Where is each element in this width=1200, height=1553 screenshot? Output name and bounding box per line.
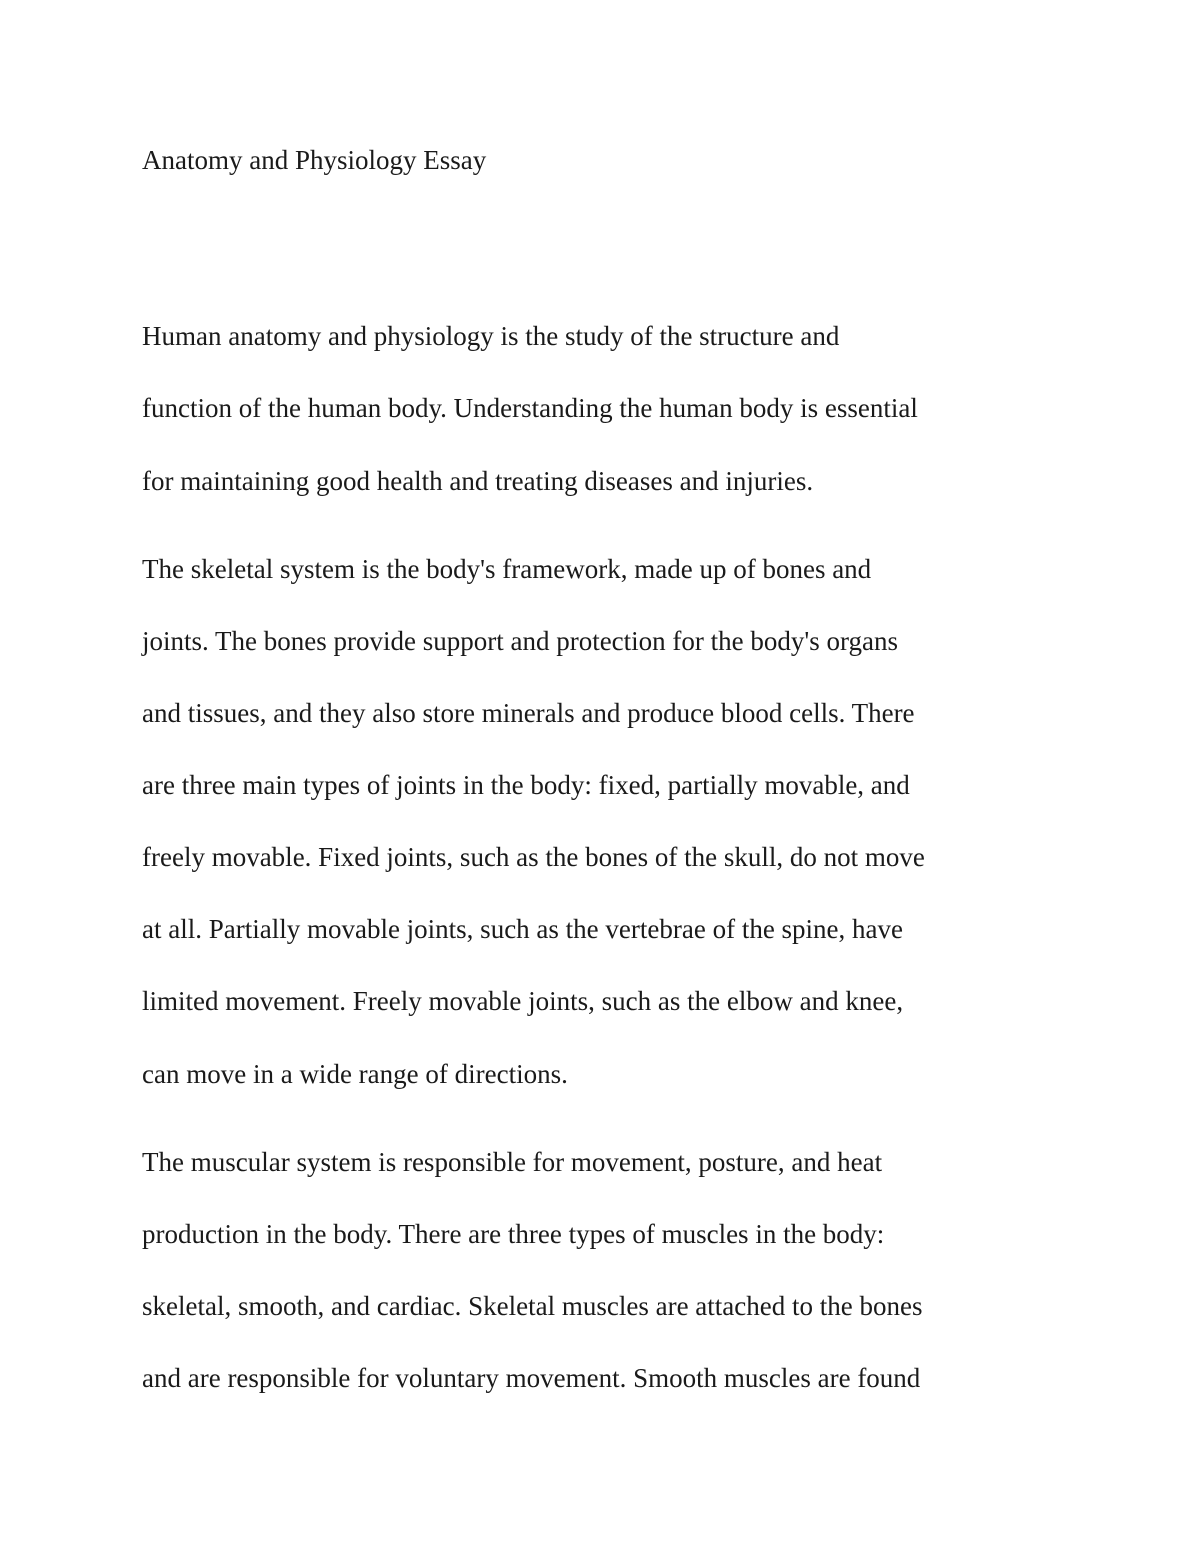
paragraph-line: The muscular system is responsible for movement, posture, and heat <box>142 1147 883 1177</box>
paragraph-line: The skeletal system is the body's framework, made up of bones and <box>142 554 872 584</box>
document-title: Anatomy and Physiology Essay <box>142 145 487 175</box>
paragraph-line: limited movement. Freely movable joints, such as the elbow and knee, <box>142 986 904 1016</box>
paragraph-line: and tissues, and they also store minerals and produce blood cells. There <box>142 698 915 728</box>
paragraph-line: freely movable. Fixed joints, such as the bones of the skull, do not move <box>142 842 925 872</box>
paragraph-line: for maintaining good health and treating diseases and injuries. <box>142 466 814 496</box>
paragraph-line: Human anatomy and physiology is the study of the structure and <box>142 321 840 351</box>
paragraph-line: can move in a wide range of directions. <box>142 1059 568 1089</box>
paragraph-line: production in the body. There are three types of muscles in the body: <box>142 1219 885 1249</box>
paragraph-line: joints. The bones provide support and protection for the body's organs <box>142 626 898 656</box>
paragraph-line: function of the human body. Understanding the human body is essential <box>142 393 918 423</box>
paragraph-line: at all. Partially movable joints, such as the vertebrae of the spine, have <box>142 914 904 944</box>
paragraph-line: skeletal, smooth, and cardiac. Skeletal muscles are attached to the bones <box>142 1291 923 1321</box>
paragraph-line: and are responsible for voluntary movement. Smooth muscles are found <box>142 1363 921 1393</box>
paragraph-line: are three main types of joints in the body: fixed, partially movable, and <box>142 770 910 800</box>
